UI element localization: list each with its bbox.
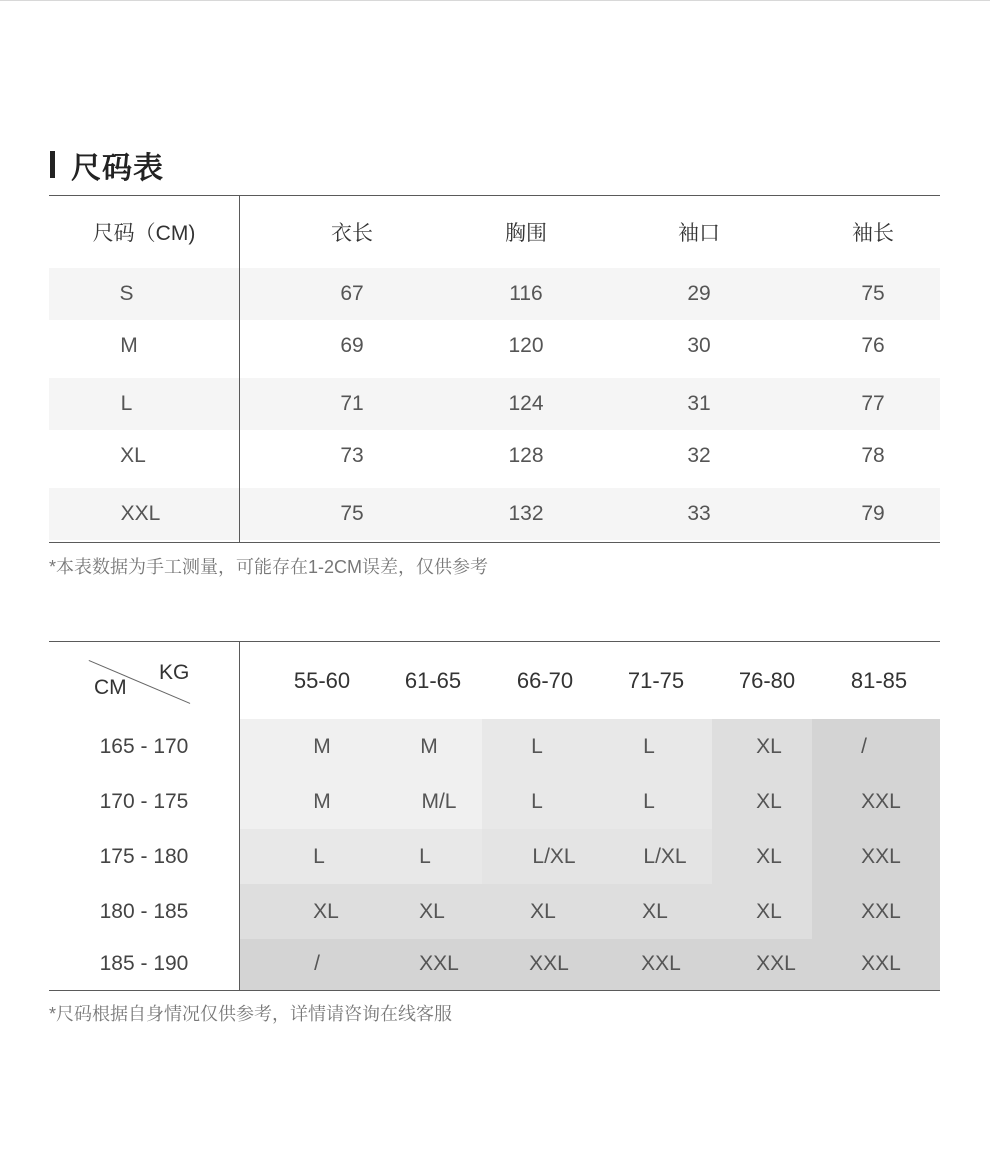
size-table-header [49,196,940,268]
size-cell: XXL [120,502,161,525]
recommended-size: XL [756,899,782,923]
sleeve-cell: 75 [861,282,885,305]
chest-cell: 128 [508,444,544,467]
chest-cell: 132 [508,502,544,525]
header-size: 尺码（CM) [92,222,196,245]
weight-header: 81-85 [850,667,908,693]
table-row [49,320,940,372]
sleeve-cell: 79 [861,502,885,525]
cuff-cell: 30 [687,334,711,357]
recommended-size: XL [756,734,782,758]
height-range-label: 170 - 175 [99,789,189,813]
size-recommendation-table [49,641,940,991]
table-row [49,378,940,430]
column-divider [239,196,240,542]
length-cell: 69 [340,334,364,357]
recommended-size: L [531,734,543,758]
recommended-size: L [643,734,655,758]
weight-header: 76-80 [738,667,796,693]
recommended-size: / [314,952,320,975]
size-cell: S [119,282,134,305]
chest-cell: 120 [508,334,544,357]
recommended-size: XXL [861,899,901,923]
recommended-size: XL [756,844,782,868]
size-table-note: *本表数据为手工测量，可能存在1-2CM误差，仅供参考 [49,557,489,577]
page-title: 尺码表 [71,152,164,185]
chest-cell: 116 [509,282,543,305]
weight-axis-label: KG [159,661,190,684]
recommended-size: L [313,844,325,868]
recommended-size: XXL [861,844,901,868]
table-row [49,488,940,540]
length-cell: 75 [340,502,364,525]
table-row [49,430,940,482]
height-range-label: 165 - 170 [99,734,189,758]
header-chest: 胸围 [505,222,547,245]
weight-header: 66-70 [516,667,574,693]
recommended-size: / [861,734,867,758]
cuff-cell: 31 [687,392,711,415]
recommended-size: L [419,844,431,868]
sleeve-cell: 77 [861,392,885,415]
recommended-size: XXL [641,952,681,975]
weight-header: 71-75 [627,667,685,693]
length-cell: 73 [340,444,364,467]
chest-cell: 124 [508,392,544,415]
recommended-size: XXL [861,789,901,813]
recommended-size: XL [419,899,445,923]
header-length: 衣长 [331,222,373,245]
cuff-cell: 33 [687,502,711,525]
recommended-size: L/XL [643,844,687,868]
recommended-size: L/XL [532,844,576,868]
recommended-size: XL [530,899,556,923]
recommended-size: XL [313,899,339,923]
recommended-size: M [313,734,331,758]
recommended-size: XXL [861,952,901,975]
cuff-cell: 29 [687,282,711,305]
sleeve-cell: 78 [861,444,885,467]
height-range-label: 185 - 190 [99,952,189,975]
weight-header: 55-60 [293,667,351,693]
length-cell: 71 [340,392,364,415]
recommended-size: M/L [421,789,457,813]
cuff-cell: 32 [687,444,711,467]
size-cell: XL [120,444,146,467]
recommended-size: L [643,789,655,813]
height-range-label: 180 - 185 [99,899,189,923]
size-cell: L [120,392,133,415]
weight-header: 61-65 [404,667,462,693]
recommended-size: XXL [756,952,796,975]
recommended-size: XXL [419,952,459,975]
recommended-size: M [420,734,438,758]
recommended-size: XL [642,899,668,923]
size-cell: M [120,334,138,357]
recommended-size: L [531,789,543,813]
header-cuff: 袖口 [678,222,720,245]
length-cell: 67 [340,282,364,305]
height-axis-label: CM [94,676,127,699]
recommended-size: XL [756,789,782,813]
sleeve-cell: 76 [861,334,885,357]
recommended-size: XXL [529,952,569,975]
column-divider [239,642,240,990]
height-range-label: 175 - 180 [99,844,189,868]
recommendation-note: *尺码根据自身情况仅供参考，详情请咨询在线客服 [49,1004,453,1024]
title-accent-bar [50,151,55,178]
top-divider [0,0,990,1]
table-row [49,268,940,320]
header-sleeve: 袖长 [852,222,894,245]
recommended-size: M [313,789,331,813]
size-table [49,195,940,543]
